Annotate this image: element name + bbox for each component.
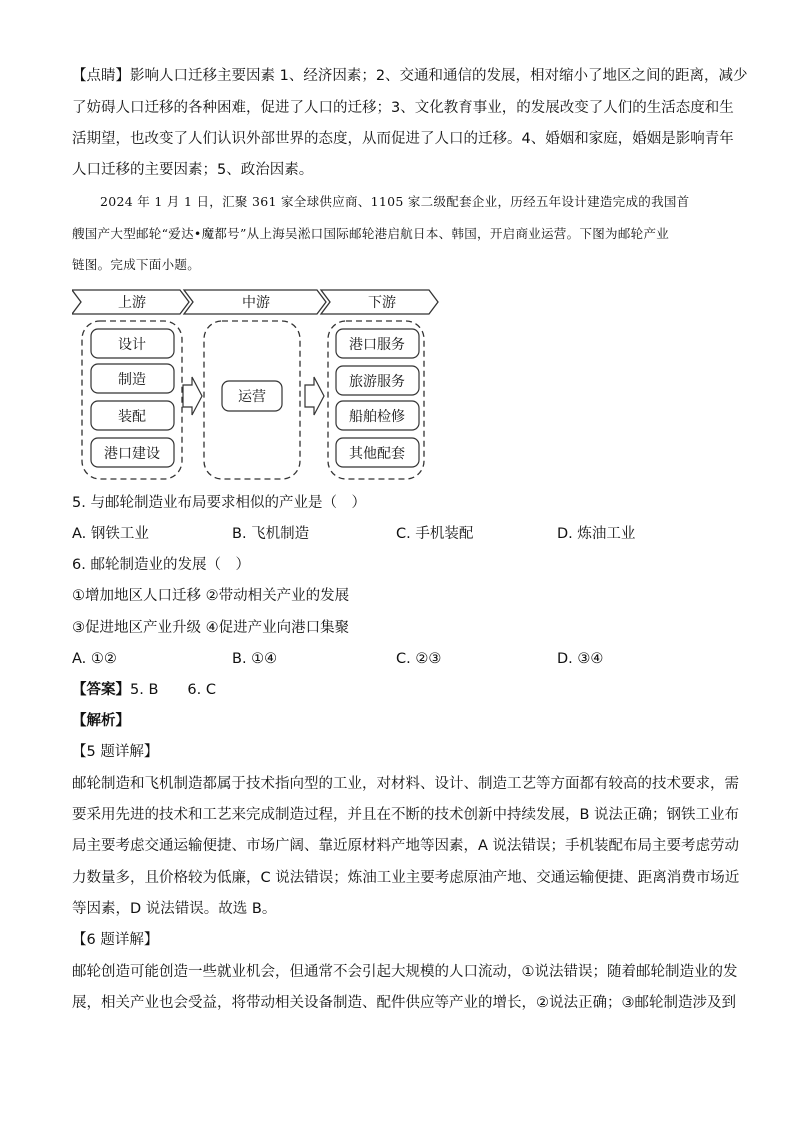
q6-detail-line-2: 展，相关产业也会受益，将带动相关设备制造、配件供应等产业的增长，②说法正确；③邮轮制造涉及到 bbox=[72, 995, 736, 1011]
q6-option-d: D. ③④ bbox=[557, 651, 604, 667]
material-line-2: 艘国产大型邮轮“爱达•魔都号”从上海吴淞口国际邮轮港启航日本、韩国，开启商业运营。下图为邮轮产业 bbox=[72, 226, 670, 241]
downstream-item-label: 港口服务 bbox=[349, 337, 405, 353]
upstream-item-label: 港口建设 bbox=[104, 446, 160, 462]
q6-statement-line-2: ③促进地区产业升级 ④促进产业向港口集聚 bbox=[72, 620, 350, 636]
upstream-item-label: 设计 bbox=[118, 337, 146, 353]
question-5-stem: 5. 与邮轮制造业布局要求相似的产业是（ ） bbox=[72, 495, 366, 511]
tip-line-1: 【点睛】影响人口迁移主要因素 1、经济因素；2、交通和通信的发展，相对缩小了地区之间的距离，减少 bbox=[72, 68, 748, 84]
q6-option-b: B. ①④ bbox=[232, 651, 278, 667]
midstream-item-label: 运营 bbox=[238, 389, 266, 405]
material-line-1: 2024 年 1 月 1 日，汇聚 361 家全球供应商、1105 家二级配套企业，历经五年设计建造完成的我国首 bbox=[100, 194, 690, 209]
upstream-item-label: 制造 bbox=[118, 372, 146, 388]
material-line-3: 链图。完成下面小题。 bbox=[72, 257, 201, 272]
right-arrow-icon bbox=[305, 377, 324, 415]
q5-detail-line-1: 邮轮制造和飞机制造都属于技术指向型的工业，对材料、设计、制造工艺等方面都有较高的技术要求，需 bbox=[72, 776, 739, 792]
stage-label-upstream: 上游 bbox=[118, 295, 146, 311]
analysis-label: 【解析】 bbox=[72, 713, 130, 729]
q6-statement-line-1: ①增加地区人口迁移 ②带动相关产业的发展 bbox=[72, 588, 350, 604]
downstream-item-label: 船舶检修 bbox=[349, 409, 405, 425]
q5-detail-line-3: 局主要考虑交通运输便捷、市场广阔、靠近原材料产地等因素，A 说法错误；手机装配布局主要考虑劳动 bbox=[72, 838, 740, 854]
downstream-item-label: 旅游服务 bbox=[349, 374, 405, 390]
answer-text: 5. B 6. C bbox=[130, 682, 216, 698]
q6-option-c: C. ②③ bbox=[396, 651, 442, 667]
upstream-item-label: 装配 bbox=[118, 409, 146, 425]
tip-line-4: 人口迁移的主要因素；5、政治因素。 bbox=[72, 162, 314, 178]
right-arrow-icon bbox=[183, 377, 202, 415]
tip-line-3: 活期望，也改变了人们认识外部世界的态度，从而促进了人口的迁移。4、婚姻和家庭，婚姻是影响青年 bbox=[72, 131, 734, 147]
q6-option-a: A. ①② bbox=[72, 651, 117, 667]
q5-option-b: B. 飞机制造 bbox=[232, 526, 310, 542]
q5-option-c: C. 手机装配 bbox=[396, 526, 474, 542]
q5-detail-line-2: 要采用先进的技术和工艺来完成制造过程，并且在不断的技术创新中持续发展，B 说法正确；钢铁工业布 bbox=[72, 807, 740, 823]
question-6-stem: 6. 邮轮制造业的发展（ ） bbox=[72, 557, 250, 573]
answer-row bbox=[72, 680, 216, 700]
q5-detail-line-5: 等因素，D 说法错误。故选 B。 bbox=[72, 901, 277, 917]
q5-detail-line-4: 力数量多，且价格较为低廉，C 说法错误；炼油工业主要考虑原油产地、交通运输便捷、距离消费市场近 bbox=[72, 870, 740, 886]
stage-label-midstream: 中游 bbox=[242, 295, 270, 311]
downstream-item-label: 其他配套 bbox=[349, 446, 405, 462]
stage-label-downstream: 下游 bbox=[368, 295, 396, 311]
q5-option-d: D. 炼油工业 bbox=[557, 526, 636, 542]
tip-line-2: 了妨碍人口迁移的各种困难，促进了人口的迁移；3、文化教育事业，的发展改变了人们的生活态度和生 bbox=[72, 100, 734, 116]
q5-option-a: A. 钢铁工业 bbox=[72, 526, 149, 542]
q6-detail-label: 【6 题详解】 bbox=[72, 932, 159, 948]
answer-label: 【答案】 bbox=[72, 682, 130, 698]
q5-detail-label: 【5 题详解】 bbox=[72, 744, 159, 760]
q6-detail-line-1: 邮轮创造可能创造一些就业机会，但通常不会引起大规模的人口流动，①说法错误；随着邮轮制造业的发 bbox=[72, 964, 738, 980]
cruise-industry-chain-diagram bbox=[72, 287, 444, 482]
